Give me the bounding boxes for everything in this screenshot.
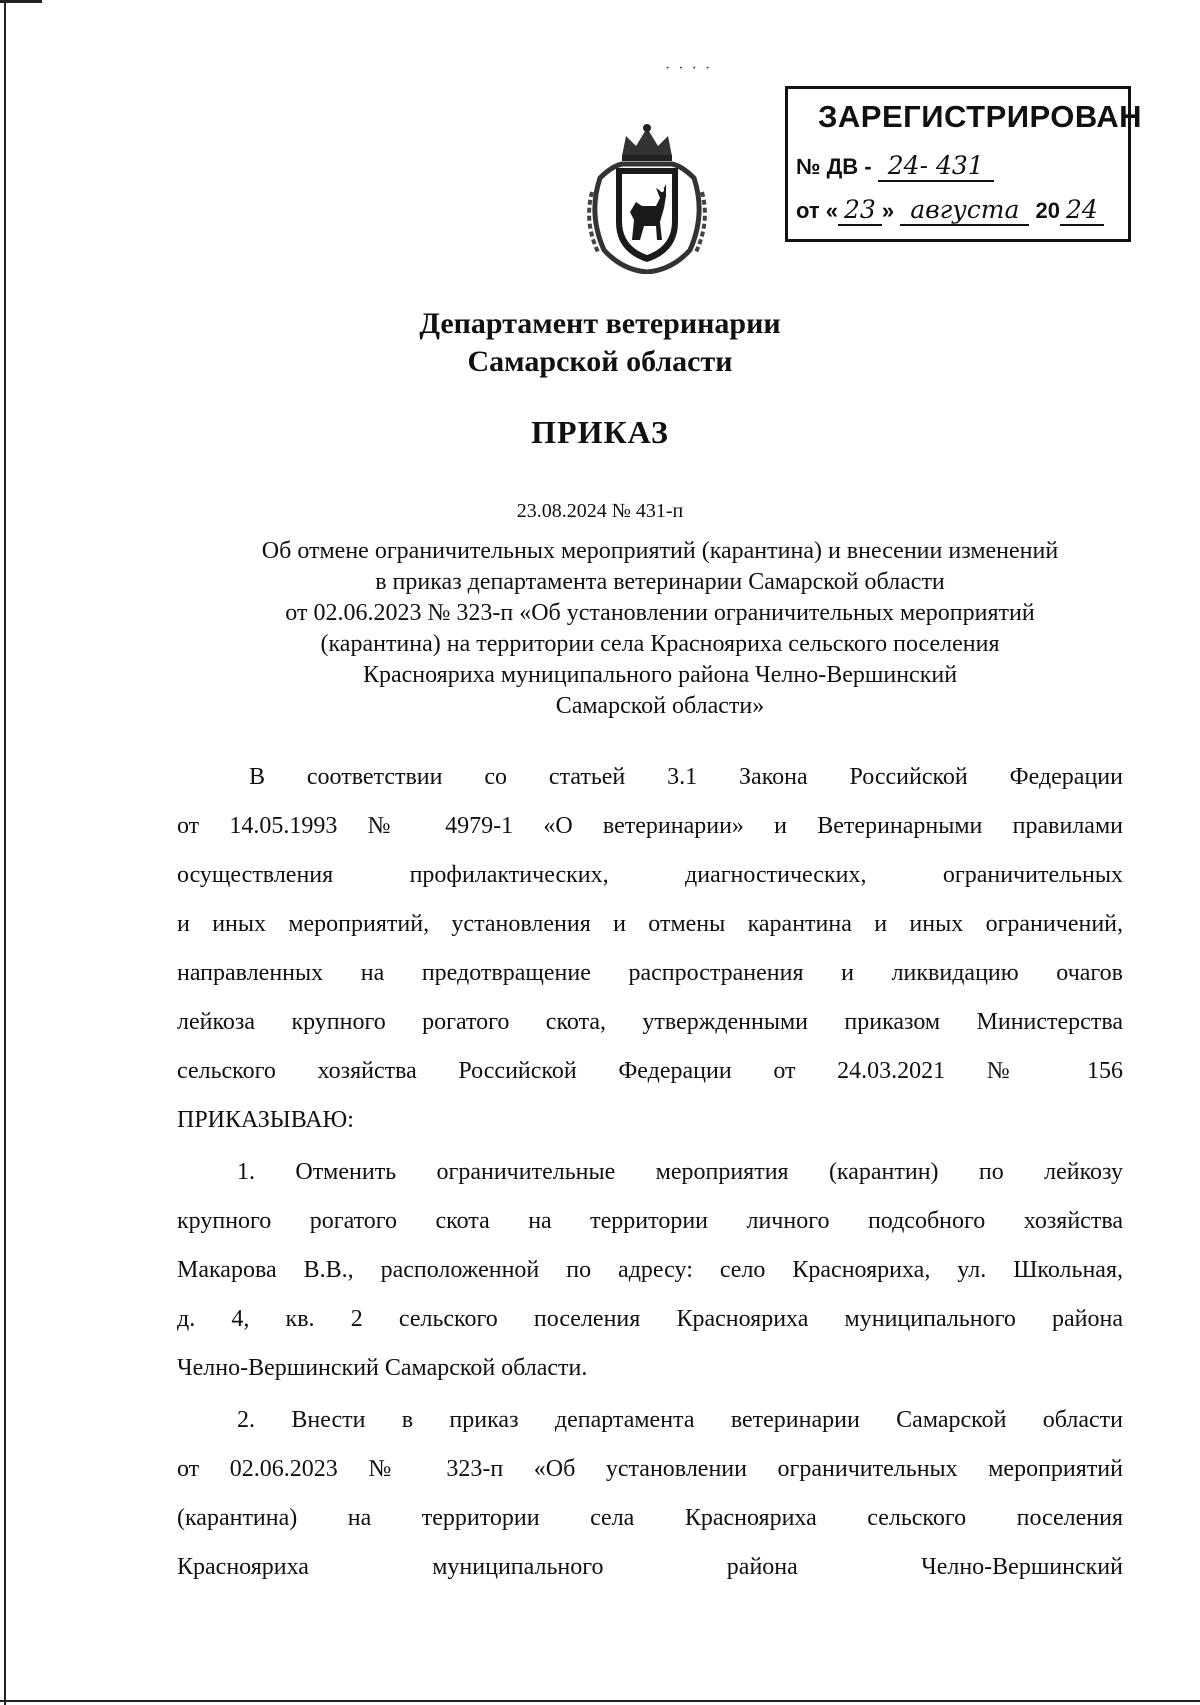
subject-line: в приказ департамента ветеринарии Самарской области <box>375 569 945 595</box>
stamp-month-handwritten: августа <box>900 195 1029 226</box>
scan-specks: · · · · <box>665 60 713 77</box>
department-name <box>0 305 1200 381</box>
preamble-line: осуществления профилактических, диагностических, ограничительных <box>177 862 1123 888</box>
subject-line: Самарской области» <box>555 693 765 719</box>
order-subject <box>160 536 1160 722</box>
preamble-line: от 14.05.1993 № 4979-1 «О ветеринарии» и Ветеринарными правилами <box>177 813 1123 839</box>
stamp-day-handwritten: 23 <box>838 195 882 226</box>
document-type-title: ПРИКАЗ <box>531 414 669 450</box>
stamp-date-row <box>796 195 1104 224</box>
preamble-line: направленных на предотвращение распространения и ликвидацию очагов <box>177 960 1123 986</box>
stamp-number-row <box>796 151 994 180</box>
order-word: ПРИКАЗЫВАЮ: <box>177 1107 354 1133</box>
samara-coat-of-arms-emblem <box>582 122 712 274</box>
item-1-line: Челно-Вершинский Самарской области. <box>177 1355 588 1381</box>
item-2-line: 2. Внести в приказ департамента ветеринарии Самарской области <box>237 1407 1123 1433</box>
stamp-date-mid: » <box>881 198 895 223</box>
stamp-number-handwritten: 24- 431 <box>878 151 994 182</box>
subject-line: (карантина) на территории села Краснояриха сельского поселения <box>320 631 1000 657</box>
registration-stamp <box>785 86 1143 242</box>
item-1-line: крупного рогатого скота на территории личного подсобного хозяйства <box>177 1208 1123 1234</box>
preamble-line: и иных мероприятий, установления и отмены карантина и иных ограничений, <box>177 911 1123 937</box>
item-2-line: Краснояриха муниципального района Челно-Вершинский <box>177 1554 1123 1580</box>
scan-left-edge <box>4 0 6 1705</box>
department-name-line-2: Самарской области <box>467 345 733 378</box>
item-1-line: д. 4, кв. 2 сельского поселения Краснояриха муниципального района <box>177 1306 1123 1332</box>
preamble-line: сельского хозяйства Российской Федерации от 24.03.2021 № 156 <box>177 1058 1123 1084</box>
stamp-date-prefix: от « <box>796 198 839 223</box>
subject-line: Об отмене ограничительных мероприятий (карантина) и внесении изменений <box>261 538 1059 564</box>
item-2-line: (карантина) на территории села Краснояриха сельского поселения <box>177 1505 1123 1531</box>
stamp-title: ЗАРЕГИСТРИРОВАН <box>818 99 1143 134</box>
scan-bottom-edge <box>0 1700 1200 1702</box>
stamp-year-prefix: 20 <box>1035 198 1061 223</box>
item-2-line: от 02.06.2023 № 323-п «Об установлении ограничительных мероприятий <box>177 1456 1123 1482</box>
stamp-year-handwritten: 24 <box>1060 195 1104 226</box>
subject-line: от 02.06.2023 № 323-п «Об установлении ограничительных мероприятий <box>285 600 1035 626</box>
preamble-line: лейкоза крупного рогатого скота, утвержденными приказом Министерства <box>177 1009 1123 1035</box>
subject-line: Краснояриха муниципального района Челно-Вершинский <box>362 662 958 688</box>
preamble-line: В соответствии со статьей 3.1 Закона Российской Федерации <box>249 764 1123 790</box>
stamp-number-prefix: № ДВ - <box>796 154 872 179</box>
department-name-line-1: Департамент ветеринарии <box>419 307 781 340</box>
item-1-line: Макарова В.В., расположенной по адресу: село Краснояриха, ул. Школьная, <box>177 1257 1123 1283</box>
document-date-number: 23.08.2024 № 431-п <box>516 500 684 522</box>
item-1-line: 1. Отменить ограничительные мероприятия (карантин) по лейкозу <box>237 1159 1123 1185</box>
scan-corner-mark <box>0 0 42 3</box>
